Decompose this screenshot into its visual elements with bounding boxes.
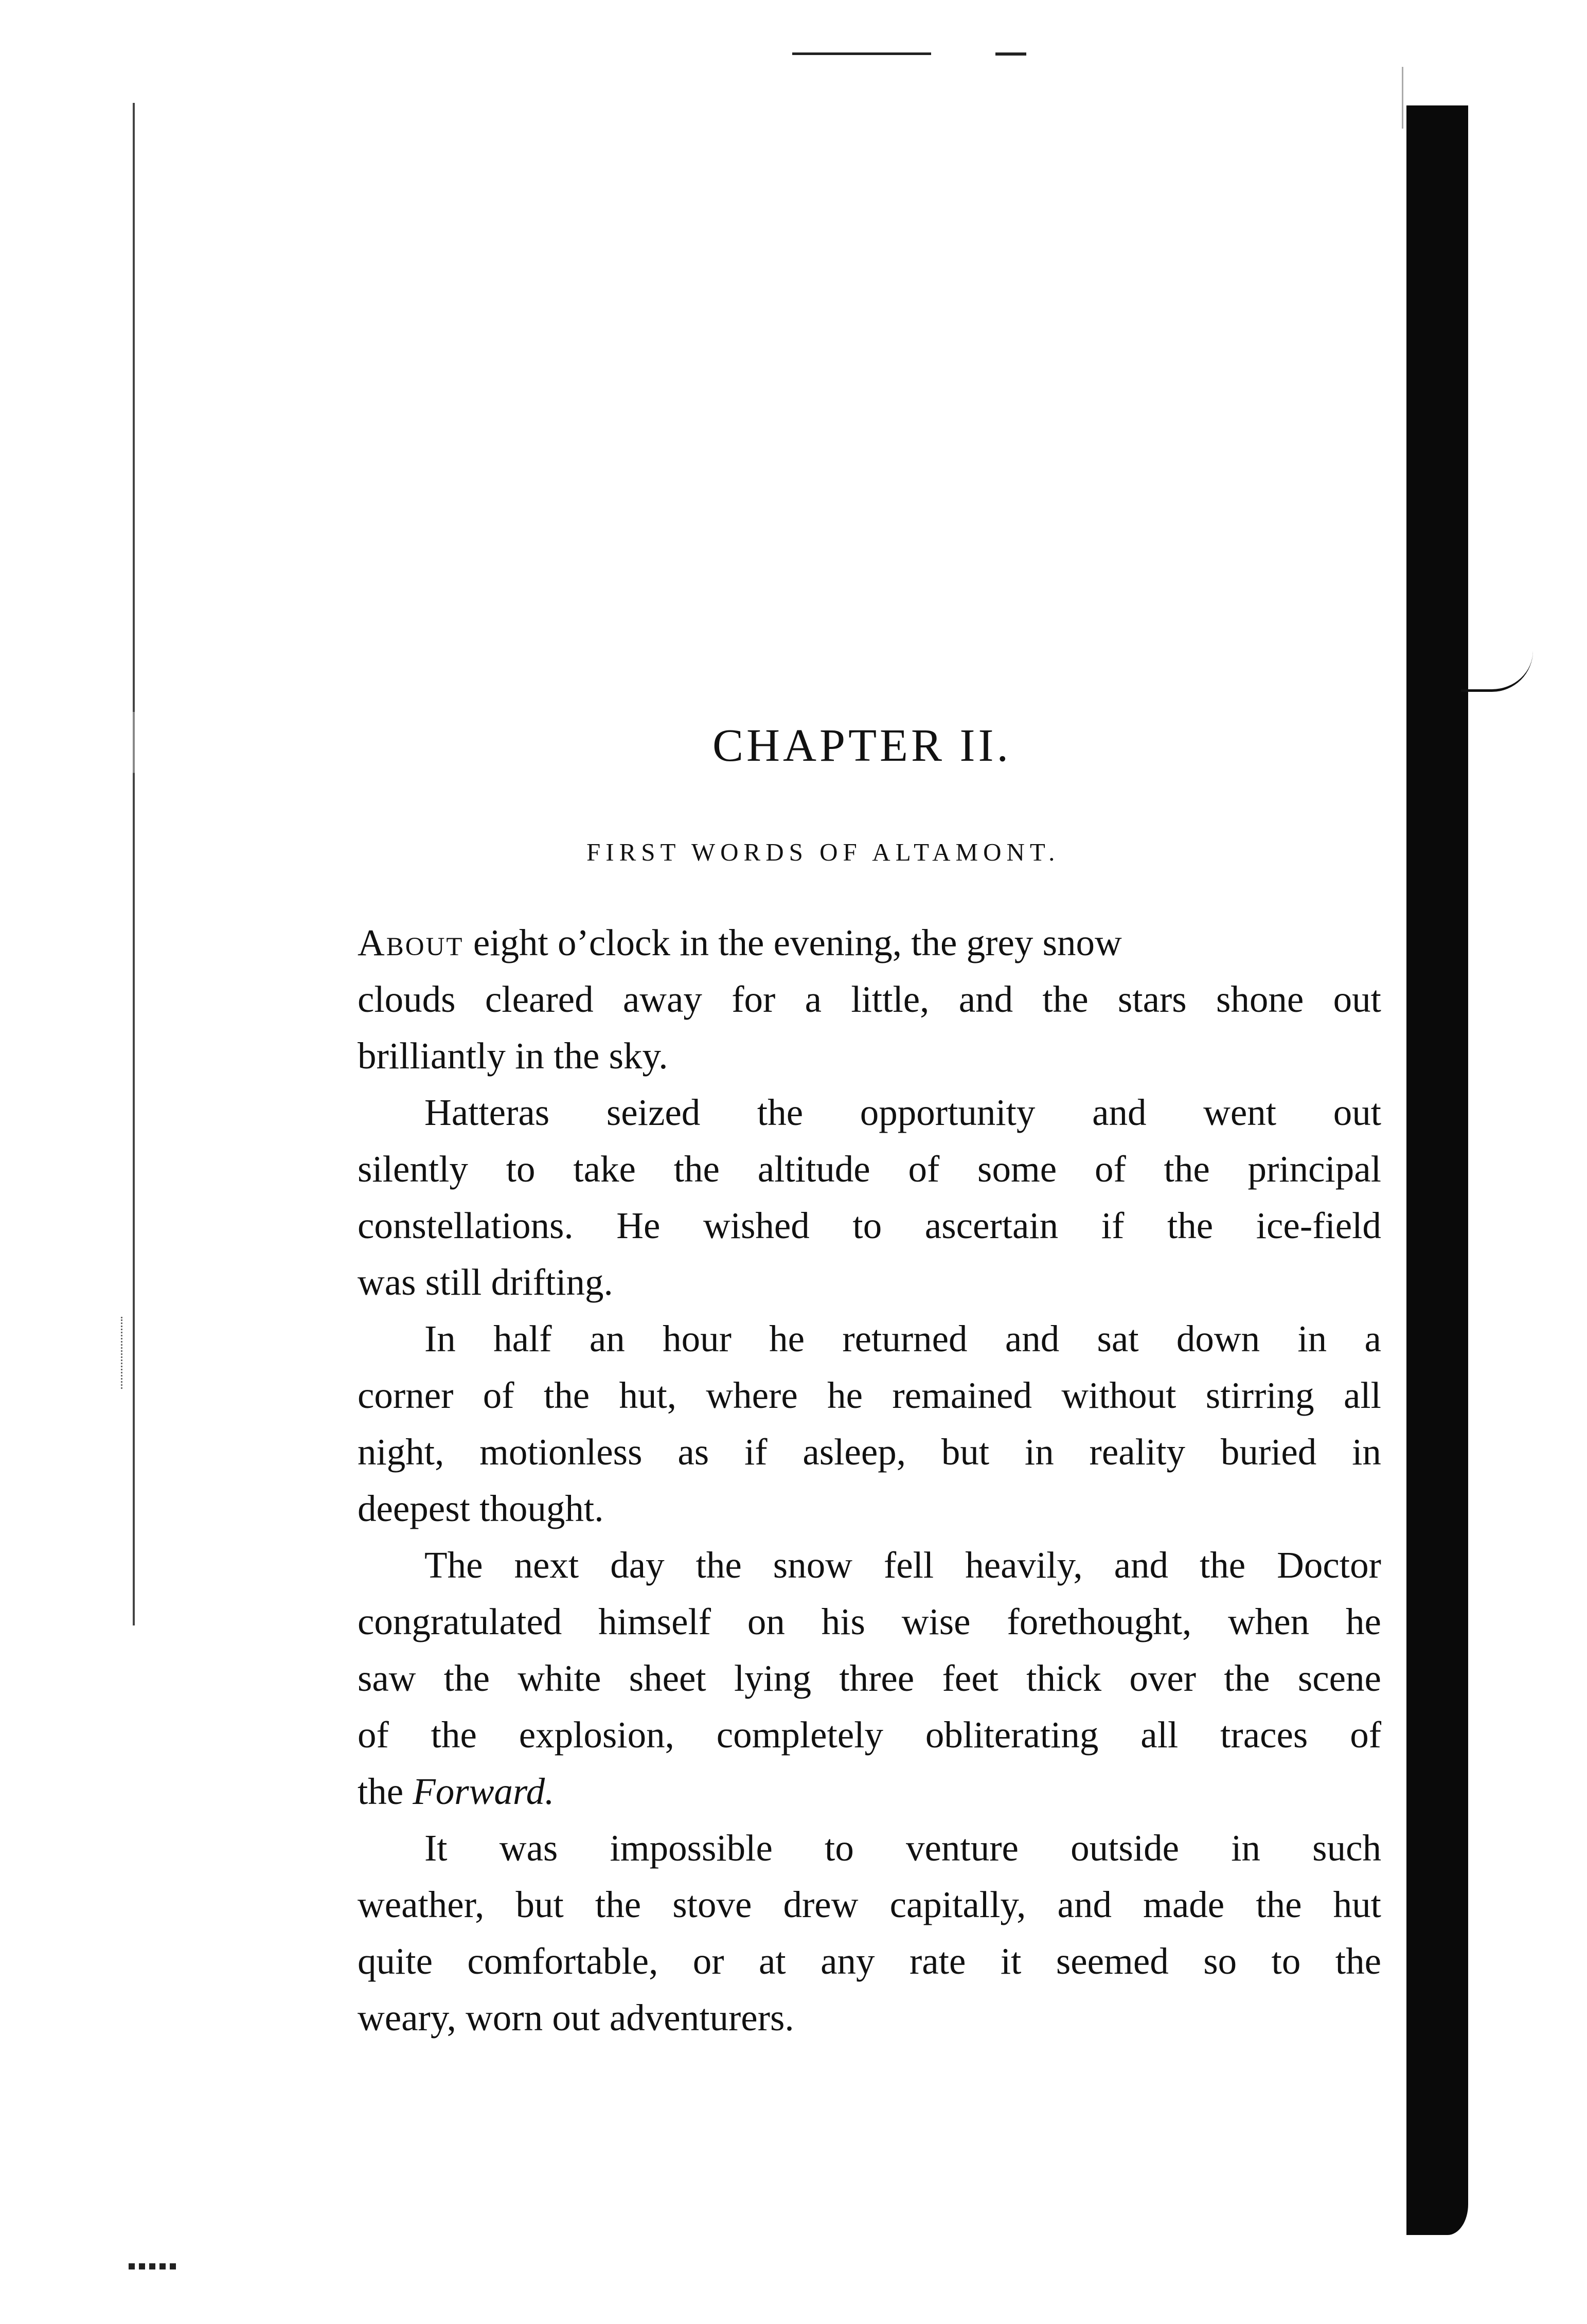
word: so	[1203, 1940, 1237, 1982]
word: down	[1176, 1318, 1260, 1360]
word: all	[1140, 1714, 1179, 1756]
word: but	[941, 1431, 990, 1473]
scan-top-rule	[792, 52, 931, 55]
word: his	[821, 1601, 865, 1642]
word: feet	[942, 1657, 998, 1699]
word: the	[696, 1544, 742, 1586]
paragraph	[358, 1537, 1381, 1820]
page-left-edge	[133, 103, 135, 1625]
word: wise	[901, 1601, 971, 1642]
word: The	[424, 1544, 483, 1586]
word: a	[805, 978, 822, 1020]
text-line	[358, 1707, 1381, 1763]
text-line	[358, 1650, 1381, 1707]
word: altitude	[757, 1148, 870, 1190]
word: the	[1167, 1205, 1214, 1246]
body-text	[358, 915, 1381, 2046]
line-text: eight o’clock in the evening, the grey snow	[473, 922, 1122, 963]
word: reality	[1089, 1431, 1185, 1473]
word: Doctor	[1277, 1544, 1381, 1586]
text-line	[358, 1141, 1381, 1197]
text-line	[358, 1933, 1381, 1990]
word: take	[573, 1148, 636, 1190]
word: obliterating	[925, 1714, 1099, 1756]
word: he	[769, 1318, 805, 1360]
word: weather,	[358, 1884, 485, 1925]
paragraph	[358, 1820, 1381, 2046]
scan-top-mark	[995, 52, 1026, 56]
ship-name: Forward.	[413, 1771, 555, 1812]
word: constellations.	[358, 1205, 574, 1246]
word: at	[759, 1940, 786, 1982]
word: night,	[358, 1431, 444, 1473]
word: to	[852, 1205, 882, 1246]
text-line	[358, 915, 1381, 971]
word: next	[514, 1544, 579, 1586]
text-line	[358, 1763, 1381, 1820]
word: on	[747, 1601, 785, 1642]
scan-left-marks	[121, 1317, 126, 1389]
page-right-edge-line	[1402, 67, 1403, 129]
word: of	[1094, 1148, 1126, 1190]
word: when	[1228, 1601, 1310, 1642]
word: completely	[716, 1714, 884, 1756]
word: a	[1364, 1318, 1381, 1360]
word: without	[1061, 1374, 1176, 1416]
paragraph	[358, 915, 1381, 1084]
word: an	[589, 1318, 625, 1360]
word: and	[958, 978, 1013, 1020]
word: and	[1057, 1884, 1112, 1925]
word: to	[506, 1148, 536, 1190]
word: hour	[663, 1318, 732, 1360]
word: fell	[883, 1544, 934, 1586]
word: went	[1203, 1092, 1277, 1133]
word: as	[677, 1431, 709, 1473]
line-content	[358, 915, 1122, 971]
word: the	[431, 1714, 477, 1756]
word: hut,	[619, 1374, 677, 1416]
word: remained	[892, 1374, 1032, 1416]
text-line	[358, 1537, 1381, 1594]
word: venture	[906, 1827, 1019, 1869]
word: or	[692, 1940, 724, 1982]
word: white	[518, 1657, 601, 1699]
word: and	[1092, 1092, 1147, 1133]
chapter-title: CHAPTER II.	[712, 720, 1011, 771]
word: and	[1114, 1544, 1168, 1586]
page-gutter-curl	[1461, 643, 1533, 692]
word: such	[1312, 1827, 1381, 1869]
word: sat	[1097, 1318, 1139, 1360]
word: ice-field	[1256, 1205, 1381, 1246]
word: any	[821, 1940, 875, 1982]
word: himself	[598, 1601, 711, 1642]
word: if	[744, 1431, 768, 1473]
word: the	[1256, 1884, 1302, 1925]
text-line	[358, 1424, 1381, 1480]
word: the	[443, 1657, 490, 1699]
word: clouds	[358, 978, 456, 1020]
text-line: brilliantly in the sky.	[358, 1035, 668, 1077]
word: Hatteras	[424, 1092, 550, 1133]
text-line	[358, 971, 1381, 1028]
text-line: deepest thought.	[358, 1488, 604, 1529]
word: some	[977, 1148, 1057, 1190]
word: outside	[1071, 1827, 1179, 1869]
drop-lead-word: About	[358, 922, 464, 963]
word: lying	[734, 1657, 812, 1699]
word: silently	[358, 1148, 468, 1190]
word: corner	[358, 1374, 454, 1416]
text-line	[358, 1876, 1381, 1933]
word: for	[732, 978, 776, 1020]
word: the	[1224, 1657, 1270, 1699]
word: in	[1352, 1431, 1381, 1473]
word: out	[1333, 1092, 1381, 1133]
word: over	[1129, 1657, 1197, 1699]
word: congratulated	[358, 1601, 562, 1642]
word: opportunity	[860, 1092, 1036, 1133]
word: capitally,	[889, 1884, 1026, 1925]
word: but	[515, 1884, 564, 1925]
word: saw	[358, 1657, 416, 1699]
text-line: weary, worn out adventurers.	[358, 1997, 794, 2039]
word: half	[493, 1318, 552, 1360]
word: where	[706, 1374, 798, 1416]
word: hut	[1333, 1884, 1381, 1925]
word: of	[358, 1714, 389, 1756]
word: three	[839, 1657, 915, 1699]
word: the	[673, 1148, 720, 1190]
word: the	[595, 1884, 641, 1925]
paragraph	[358, 1084, 1381, 1311]
word: to	[1271, 1940, 1301, 1982]
word: and	[1005, 1318, 1060, 1360]
line-text: the	[358, 1771, 404, 1812]
word: away	[622, 978, 702, 1020]
word: comfortable,	[467, 1940, 658, 1982]
word: quite	[358, 1940, 433, 1982]
text-line	[358, 1311, 1381, 1367]
word: It	[424, 1827, 448, 1869]
word: forethought,	[1007, 1601, 1192, 1642]
word: out	[1333, 978, 1381, 1020]
text-line	[358, 1367, 1381, 1424]
word: explosion,	[519, 1714, 674, 1756]
word: the	[1199, 1544, 1246, 1586]
word: principal	[1247, 1148, 1381, 1190]
word: little,	[851, 978, 930, 1020]
text-line	[358, 1197, 1381, 1254]
page-gutter-shadow	[1406, 105, 1468, 2235]
word: in	[1024, 1431, 1054, 1473]
word: wished	[703, 1205, 810, 1246]
word: shone	[1216, 978, 1304, 1020]
word: the	[757, 1092, 804, 1133]
word: stars	[1117, 978, 1187, 1020]
word: cleared	[485, 978, 594, 1020]
chapter-subtitle: FIRST WORDS OF ALTAMONT.	[586, 838, 1060, 866]
word: In	[424, 1318, 456, 1360]
word: heavily,	[965, 1544, 1083, 1586]
text-line	[358, 1594, 1381, 1650]
word: the	[1335, 1940, 1381, 1982]
word: impossible	[610, 1827, 773, 1869]
word: he	[827, 1374, 863, 1416]
scan-bottom-corner-mark	[129, 2263, 180, 2269]
word: the	[1164, 1148, 1210, 1190]
word: snow	[773, 1544, 852, 1586]
word: of	[908, 1148, 940, 1190]
word: asleep,	[803, 1431, 906, 1473]
word: He	[616, 1205, 661, 1246]
word: seemed	[1056, 1940, 1169, 1982]
text-line: was still drifting.	[358, 1261, 613, 1303]
word: of	[483, 1374, 514, 1416]
paragraph	[358, 1311, 1381, 1537]
word: to	[825, 1827, 854, 1869]
word: the	[543, 1374, 590, 1416]
word: drew	[783, 1884, 859, 1925]
word: made	[1143, 1884, 1225, 1925]
word: he	[1346, 1601, 1381, 1642]
word: of	[1350, 1714, 1381, 1756]
word: buried	[1220, 1431, 1317, 1473]
word: in	[1297, 1318, 1327, 1360]
word: was	[499, 1827, 558, 1869]
word: rate	[909, 1940, 966, 1982]
word: in	[1231, 1827, 1260, 1869]
word: day	[610, 1544, 665, 1586]
word: ascertain	[924, 1205, 1059, 1246]
text-line	[358, 1084, 1381, 1141]
word: the	[1042, 978, 1089, 1020]
word: all	[1343, 1374, 1381, 1416]
word: scene	[1297, 1657, 1381, 1699]
word: motionless	[479, 1431, 643, 1473]
word: stove	[672, 1884, 752, 1925]
word: stirring	[1205, 1374, 1314, 1416]
word: if	[1101, 1205, 1125, 1246]
word: it	[1000, 1940, 1022, 1982]
word: returned	[842, 1318, 968, 1360]
word: sheet	[629, 1657, 706, 1699]
word: thick	[1026, 1657, 1102, 1699]
word: seized	[606, 1092, 701, 1133]
text-line	[358, 1820, 1381, 1876]
word: traces	[1220, 1714, 1308, 1756]
